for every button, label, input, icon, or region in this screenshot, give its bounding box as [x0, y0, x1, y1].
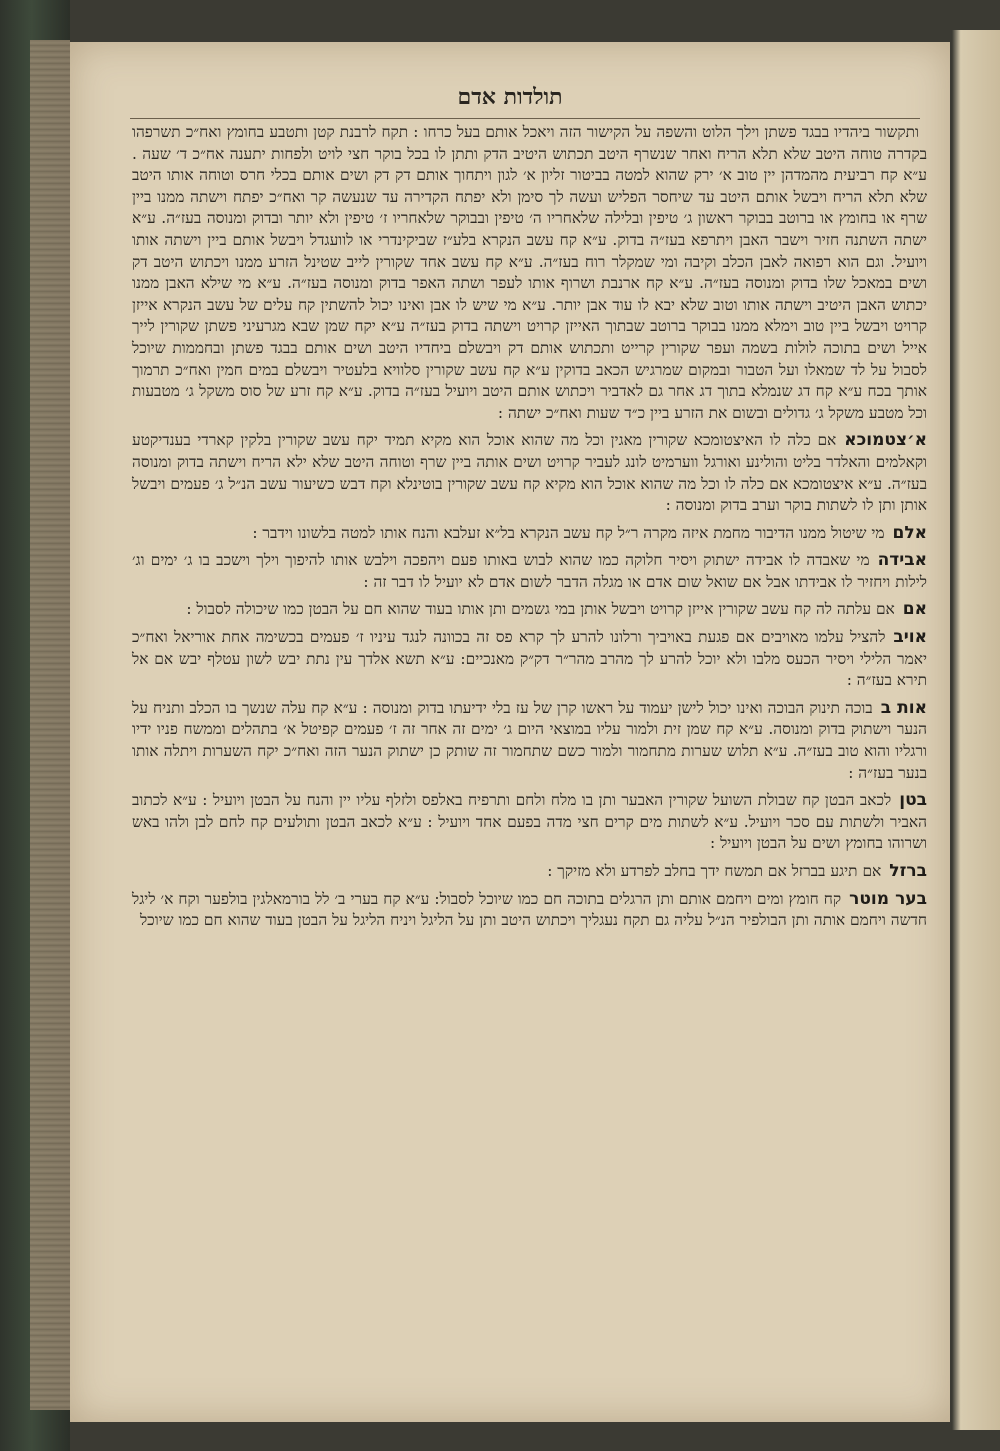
entry-text: לכאב הבטן קח שבולת השועל שקורין האבער ותן בו מלח ולחם ותרפיח באלפס ולזלף עליו יין והנח על הבטן ויועיל : ע״א לכתוב האביר ולשתות עם סכר ויועיל. ע״א לשתות מים קרים חצי מדה בפעם אחד ויועיל : ע״א לכאב הבטן ותולעים קח לחם לבן ולהו באש ושרוהו בחומץ ושים על הבטן ויועיל : — [132, 791, 927, 853]
entry-text: אם כלה לו האיצטומכא שקורין מאגין וכל מה שהוא אוכל הוא מקיא תמיד יקח עשב שקורין בלקין קארדי בענדיקטע וקאלמים והאלדר בליט והולינע ואורגל ווערמיט לונג לעביר קרויט ושים אותה ביין שרף וטוחה היטב שלא ילא הריח וישתה בדוק ומנוסה בעז״ה. ע״א איצטומכא אם כלה לו וכל מה שהוא אוכל הוא מקיא קח עשב שקורין בוטינלא וקח דבש כשיעור עשב הנ״ל ג׳ פעמים ויבשל אותן ותן לו לשתות בוקר וערב בדוק ומנוסה : — [132, 431, 927, 515]
entry-term: אם — [902, 599, 927, 620]
entry-beten — [132, 790, 927, 855]
entry-text: מי שאבדה לו אבידה ישתוק ויסיר חלוקה כמו שהוא לבוש באותו פעם ויהפכה וילבש אותו להיפוך וילך וישכב בו ג׳ ימים וג׳ לילות ויחזיר לו אבידתו אבל אם שואל שום אדם או מגלה הדבר לשום אדם לא יועיל לו דבר זה : — [132, 551, 927, 591]
running-head: תולדות אדם — [457, 84, 563, 110]
entry-em — [132, 599, 927, 621]
entry-text: מי שיטול ממנו הדיבור מחמת איזה מקרה ר״ל קח עשב הנקרא בל״א זעלבא והנח אותו למטה בלשונו וידבר : — [252, 523, 885, 542]
book-page — [70, 42, 950, 1422]
entry-text: אם תיגע בברזל אם תמשח ידך בחלב לפרדע ולא מזיקך : — [547, 862, 882, 880]
entry-text: בוכה תינוק הבוכה ואינו יכול לישן יעמוד על ראשו קרן של עז בלי ידיעתו בדוק ומנוסה : ע״א קח עלה שנשך בו הכלב ותניח על הנער וישתוק בדוק ומנוסה. ע״א קח שמן זית ולמור עליו במוצאי היום ג׳ ימים זה אחר זה ז׳ פעמים קפיטל א׳ בתהלים וממשח פניו ידיו ורגליו והוא טוב בעז״ה. ע״א תלוש שערות מתחמור ולמור כשם שתחמור זה שותק כן ישתוק הנער הזה ואח״כ יקח השערות ויתלה אותו בנער בעז״ה : — [132, 698, 927, 782]
entry-term: בער מוטר — [849, 888, 927, 909]
page-body — [132, 122, 927, 938]
next-page-edge — [952, 30, 1000, 1430]
book-spine-cloth — [30, 40, 70, 1410]
entry-term: אויב — [893, 627, 927, 648]
entry-continuation — [132, 122, 927, 424]
entry-term: אות ב — [880, 697, 927, 718]
entry-aveida — [132, 550, 927, 593]
entry-term: ברזל — [889, 861, 927, 881]
entry-oyev — [132, 627, 927, 692]
entry-ber-muter — [132, 889, 927, 932]
entry-term: אבידה — [877, 550, 927, 571]
entry-letter-bet — [132, 698, 927, 784]
entry-atstomcha — [132, 430, 927, 516]
entry-term: א׳צטמוכא — [844, 430, 927, 451]
entry-text: להציל עלמו מאויבים אם פגעת באויביך ורלונו להרע לך קרא פס זה בכוונה לנגד עיניו ז׳ פעמים בכשימה אחת אוריאל ואח״כ יאמר הלילי ויסיר הכעס מלבו ולא יוכל להרע לך מהרב מהר״ר דק״ק מאנכיים: ע״א תשא אלדך עין נתת יבש לשון עטלף יבש אם אל תירא בעז״ה : — [132, 628, 927, 690]
entry-text: קח חומץ ומים ויחמם אותם ותן הרגלים בתוכה חם כמו שיוכל לסבול: ע״א קח בערי ב׳ לל בורמאלגין בולפער וקח א׳ ליגל חדשה ויחמם אותה ותן הבולפיר הנ״ל עליה גם תקח נעגליך ויכתוש היטב ותן על הליגל ויניח הליגל על הבטן בעוד שהוא חם כמו שיוכל — [132, 889, 927, 930]
entry-text: אם עלתה לה קח עשב שקורין אייזן קרויט ויבשל אותן במי גשמים ותן אותו בעוד שהוא חם על הבטן כמו שיכולה לסבול : — [186, 600, 895, 619]
header-rule — [130, 118, 920, 119]
entry-term: אלם — [892, 522, 927, 543]
entry-term: בטן — [899, 790, 927, 811]
entry-text: ותקשור ביהדיו בבגד פשתן וילך הלוט והשפה על הקישור הזה ויאכל אותם בעל כרחו : תקח לרבנת קטן ותטבע בחומץ ואח״כ תשרפהו בקדרה טוחה היטב שלא תלא הריח ואחר שנשרף היטב תכתוש היטיב הדק ותתן לו בכל בוקר חצי לויט ולפחות יתענה אח״כ ד׳ שעה . ע״א קח רביעית מהמדהן יין טוב א׳ ירק שהוא למטה בביטור זליון א׳ לגון ויתחוך אותם דק דק ושים אותם בכלי חרס וטוחה אותו היטב שלא תלא הריח ויבשל אותם היטב עד שיחסר הפליש ועשה לך סימן ולא יפתח הקדירה עד שנעשה קר ואח״כ יפתח וישתה ממנו ביין שרף או בחומץ או ברוטב בבוקר ראשון ג׳ טיפין ובלילה שלאחריו ה׳ טיפין ובבוקר שלאחריו ז׳ טיפין ולא יותר ובדוק ומנוסה בעז״ה. ע״א ישתה השתנה חזיר וישבר האבן ויתרפא בעז״ה בדוק. ע״א קח עשב הנקרא בלע״ז שביקינדרי או לוועגדל ויבשל אותם ביין וישתה אותו ויועיל. וגם הוא רפואה לאבן הכלב וקיבה ומי שמקלר רוח בעז״ה. ע״א קח עשב אחד שקורין לייב שטינל הזרע ממנו ויכתוש היטב דק ושים במאכל שלו בדוק ומנוסה בעז״ה. ע״א קח ארנבת ושרוף אותו לעפר ושתה האפר בדוק ומנוסה בעז״ה. ע״א מי שילא האבן ממנו יכתוש האבן היטיב וישתה אותו וטוב שלא יבא לו עוד אבן יותר. ע״א מי שיש לו אבן ואינו יכול להשתין קח עלים של עשב הנקרא אייזן קרויט ויבשל ביין טוב וימלא ממנו בבוקר ברוטב שבתוך האייזן קרויט וישתה בדוק בעז״ה ע״א יקח שמן שבא מגרעיני פשתן שקורין לייך אייל ושים בתוכה לולות בשמה ועפר שקורין קרייט ותכתוש אותם דק ויבשלם ביחדיו היטב ושים אותם בבגד פשתן ובחממות שיוכל לסבול על לד שמאלו ועל הטבור ובמקום שמרגיש הכאב בדוקין ע״א קח עשב שקורין סלוויא בלעטיר ויבשלם במים חמין ואח״כ תרמוך אותך בכח ע״א קח דג שנמלא בתוך דג אחר גם לאדביר ויכתוש אותם היטב ויועיל בעז״ה בדוק. ע״א קח זרע של סוס משקל ג׳ מטבעות וכל מטבע משקל ג׳ גדולים ובשום את הזרע ביין כ״ד שעות ואח״כ ישתה : — [132, 123, 927, 422]
entry-ilem — [132, 523, 927, 545]
entry-barzel — [132, 861, 927, 883]
